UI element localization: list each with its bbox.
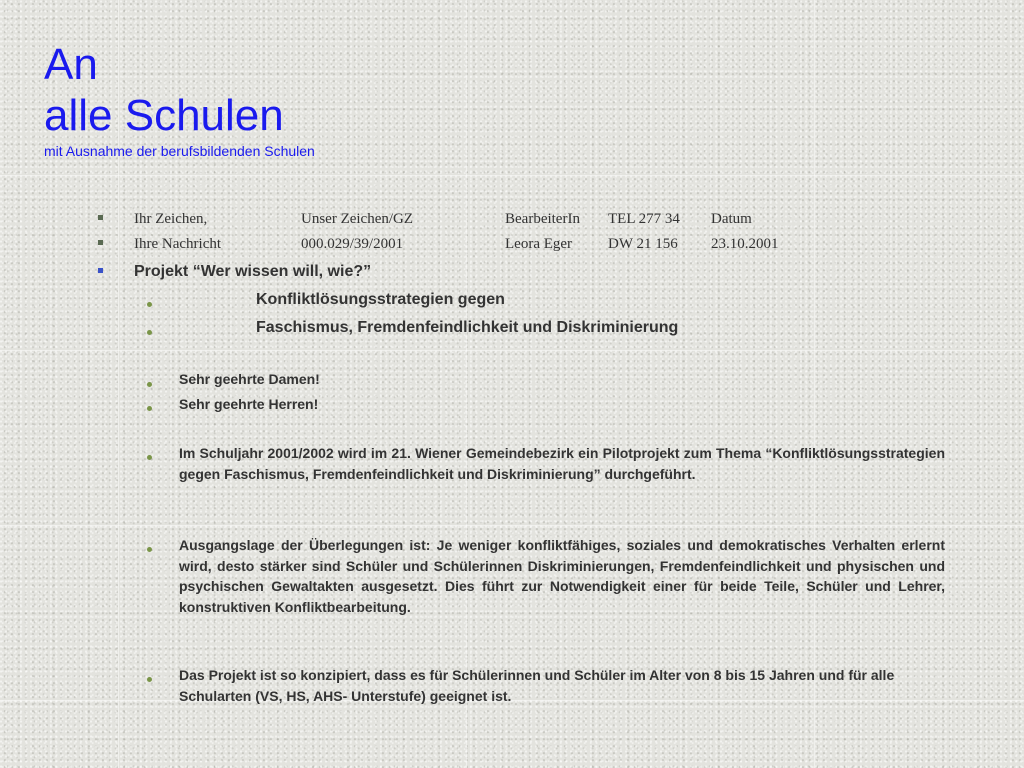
project-topic-line-1: Konfliktlösungsstrategien gegen	[256, 291, 505, 308]
header-cell: Datum	[711, 211, 752, 227]
background-seam	[814, 0, 815, 768]
slide-title	[44, 40, 315, 160]
paragraph-2: Ausgangslage der Überlegungen ist: Je weniger konfliktfähiges, soziales und demokratisches Verhalten erlernt wird, desto stärker sind Schüler und Schülerinnen Diskriminierungen, Fremdenfeindlichkeit und physischen und psychischen Gewaltakten ausgesetzt. Dies führt zur Notwendigkeit einer für beide Teile, Schüler und Lehrer, konstruktiven Konfliktbearbeitung.	[179, 537, 945, 615]
header-cell: BearbeiterIn	[505, 211, 580, 227]
round-bullet	[147, 382, 152, 387]
header-cell: 000.029/39/2001	[301, 236, 404, 252]
background-seam	[0, 350, 1024, 351]
background-seam	[466, 0, 467, 768]
header-cell: 23.10.2001	[711, 236, 779, 252]
header-cell: Ihre Nachricht	[134, 236, 222, 252]
greeting-line-2: Sehr geehrte Herren!	[179, 396, 319, 412]
round-bullet	[147, 406, 152, 411]
background-seam	[0, 175, 1024, 176]
background-seam	[0, 525, 1024, 526]
header-cell: DW 21 156	[608, 236, 678, 252]
round-bullet	[147, 455, 152, 460]
round-bullet	[147, 302, 152, 307]
square-bullet	[98, 268, 103, 273]
square-bullet	[98, 215, 103, 220]
header-cell: Unser Zeichen/GZ	[301, 211, 414, 227]
project-title: Projekt “Wer wissen will, wie?”	[134, 263, 372, 280]
header-cell: Ihr Zeichen,	[134, 211, 208, 227]
header-cell: TEL 277 34	[608, 211, 680, 227]
title-line-1: An	[44, 40, 98, 89]
title-subtitle: mit Ausnahme der berufsbildenden Schulen	[44, 143, 315, 159]
project-topic-line-2: Faschismus, Fremdenfeindlichkeit und Diskriminierung	[256, 319, 679, 336]
square-bullet	[98, 240, 103, 245]
paragraph-1: Im Schuljahr 2001/2002 wird im 21. Wiener Gemeindebezirk ein Pilotprojekt zum Thema “Konfliktlösungsstrategien gegen Faschismus, Fremdenfeindlichkeit und Diskriminierung” durchgeführt.	[179, 445, 945, 482]
round-bullet	[147, 547, 152, 552]
round-bullet	[147, 330, 152, 335]
paragraph-3: Das Projekt ist so konzipiert, dass es für Schülerinnen und Schüler im Alter von 8 bis 15 Jahren und für alle Schularten (VS, HS, AHS- Unterstufe) geeignet ist.	[179, 667, 895, 704]
title-line-2: alle Schulen	[44, 91, 284, 140]
header-cell: Leora Eger	[505, 236, 573, 252]
greeting-line-1: Sehr geehrte Damen!	[179, 371, 320, 387]
round-bullet	[147, 677, 152, 682]
